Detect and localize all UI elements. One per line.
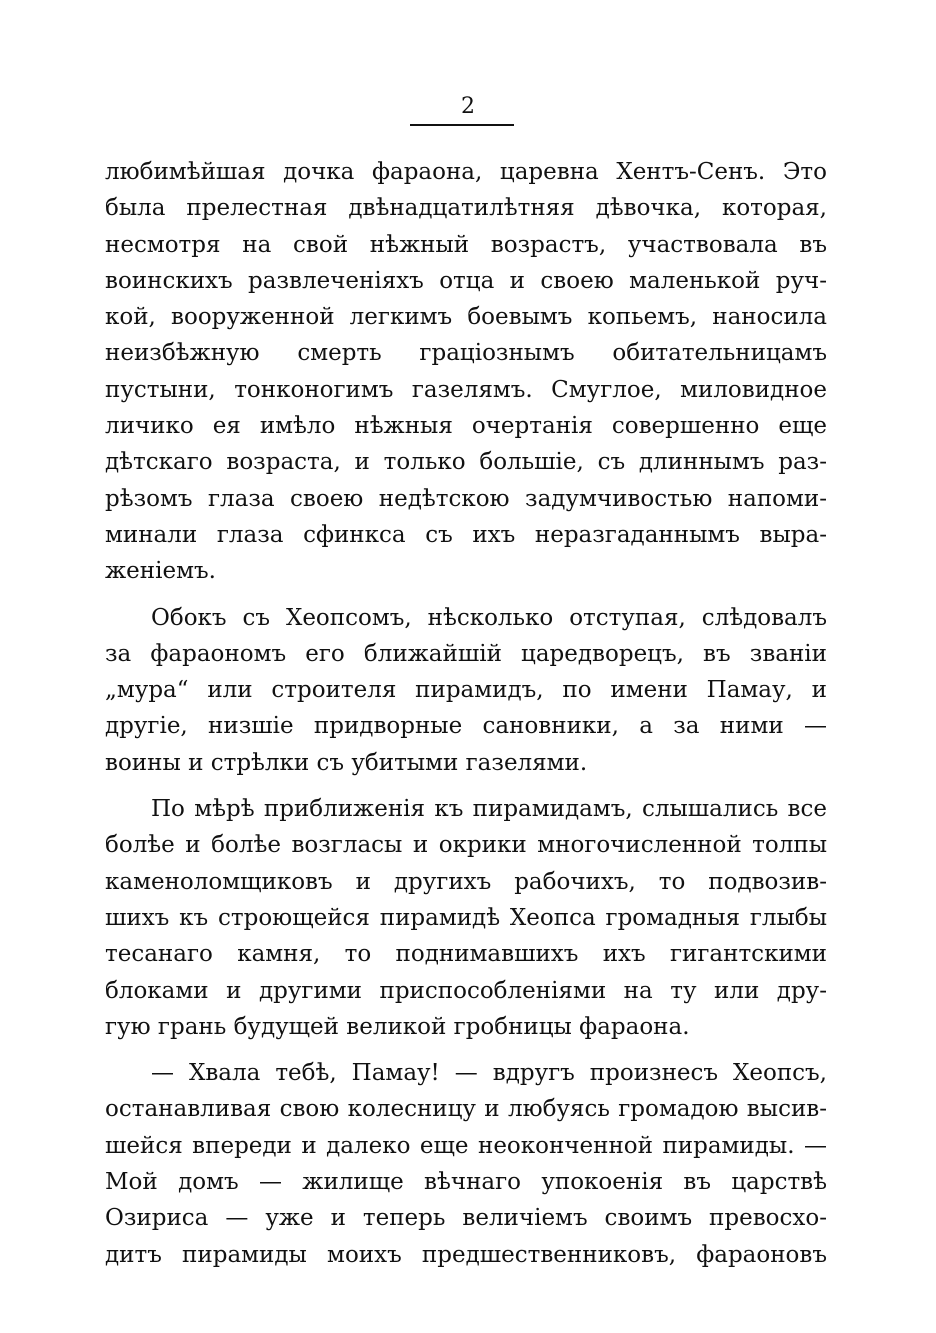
- text-line: тесанаго камня, то поднимавшихъ ихъ гигантскими: [105, 941, 827, 968]
- text-line: воины и стрѣлки съ убитыми газелями.: [105, 749, 588, 776]
- body-text: [105, 154, 827, 1273]
- text-line: болѣе и болѣе возгласы и окрики многочисленной толпы: [105, 832, 827, 859]
- text-line: каменоломщиковъ и другихъ рабочихъ, то подвозив-: [105, 868, 827, 895]
- text-line: По мѣрѣ приближенiя къ пирамидамъ, слышались все: [151, 796, 827, 823]
- text-line: несмотря на свой нѣжный возрастъ, участвовала въ: [105, 231, 827, 258]
- text-line: дѣтскаго возраста, и только большiе, съ длиннымъ раз-: [105, 449, 827, 476]
- paragraph-1: [105, 154, 827, 590]
- text-line: кой, вооруженной легкимъ боевымъ копьемъ, наносила: [105, 304, 827, 331]
- paragraph-3: [105, 791, 827, 1045]
- header-rule: [410, 124, 514, 126]
- text-line: гую грань будущей великой гробницы фараона.: [105, 1013, 690, 1040]
- text-line: любимѣйшая дочка фараона, царевна Хентъ-Сенъ. Это: [105, 159, 827, 185]
- text-line: была прелестная двѣнадцатилѣтняя дѣвочка, которая,: [105, 195, 827, 222]
- text-line: шихъ къ строющейся пирамидѣ Хеопса громадныя глыбы: [105, 904, 827, 931]
- text-line: дитъ пирамиды моихъ предшественниковъ, фараоновъ: [105, 1241, 827, 1268]
- text-line: рѣзомъ глаза своею недѣтскою задумчивостью напоми-: [105, 485, 827, 512]
- text-line: личико ея имѣло нѣжныя очертанiя совершенно еще: [105, 413, 827, 440]
- text-line: за фараономъ его ближайшiй царедворецъ, въ званiи: [105, 640, 827, 667]
- text-line: воинскихъ развлеченiяхъ отца и своею маленькой руч-: [105, 267, 827, 294]
- text-line: „мура“ или строителя пирамидъ, по имени Памау, и: [105, 677, 827, 704]
- text-line: Озириса — уже и теперь величiемъ своимъ превосхо-: [105, 1205, 827, 1232]
- text-line: блоками и другими приспособленiями на ту или дру-: [105, 977, 827, 1004]
- paragraph-2: [105, 600, 827, 781]
- text-line: другiе, низшiе придворные сановники, а за ними —: [105, 713, 827, 740]
- page-number: 2: [461, 94, 475, 119]
- text-line: пустыни, тонконогимъ газелямъ. Смуглое, миловидное: [105, 376, 827, 403]
- paragraph-4: [105, 1055, 827, 1273]
- text-line: Мой домъ — жилище вѣчнаго упокоенiя въ царствѣ: [105, 1169, 827, 1196]
- text-line: шейся впереди и далеко еще неоконченной пирамиды. —: [105, 1132, 827, 1159]
- text-line: женiемъ.: [105, 558, 216, 585]
- text-line: минали глаза сфинкса съ ихъ неразгаданнымъ выра-: [105, 521, 827, 548]
- text-line: неизбѣжную смерть грацiознымъ обитательницамъ: [105, 340, 827, 367]
- text-line: — Хвала тебѣ, Памау! — вдругъ произнесъ Хеопсъ,: [151, 1060, 827, 1087]
- text-line: Обокъ съ Хеопсомъ, нѣсколько отступая, слѣдовалъ: [151, 604, 827, 631]
- text-line: останавливая свою колесницу и любуясь громадою высив-: [105, 1096, 827, 1123]
